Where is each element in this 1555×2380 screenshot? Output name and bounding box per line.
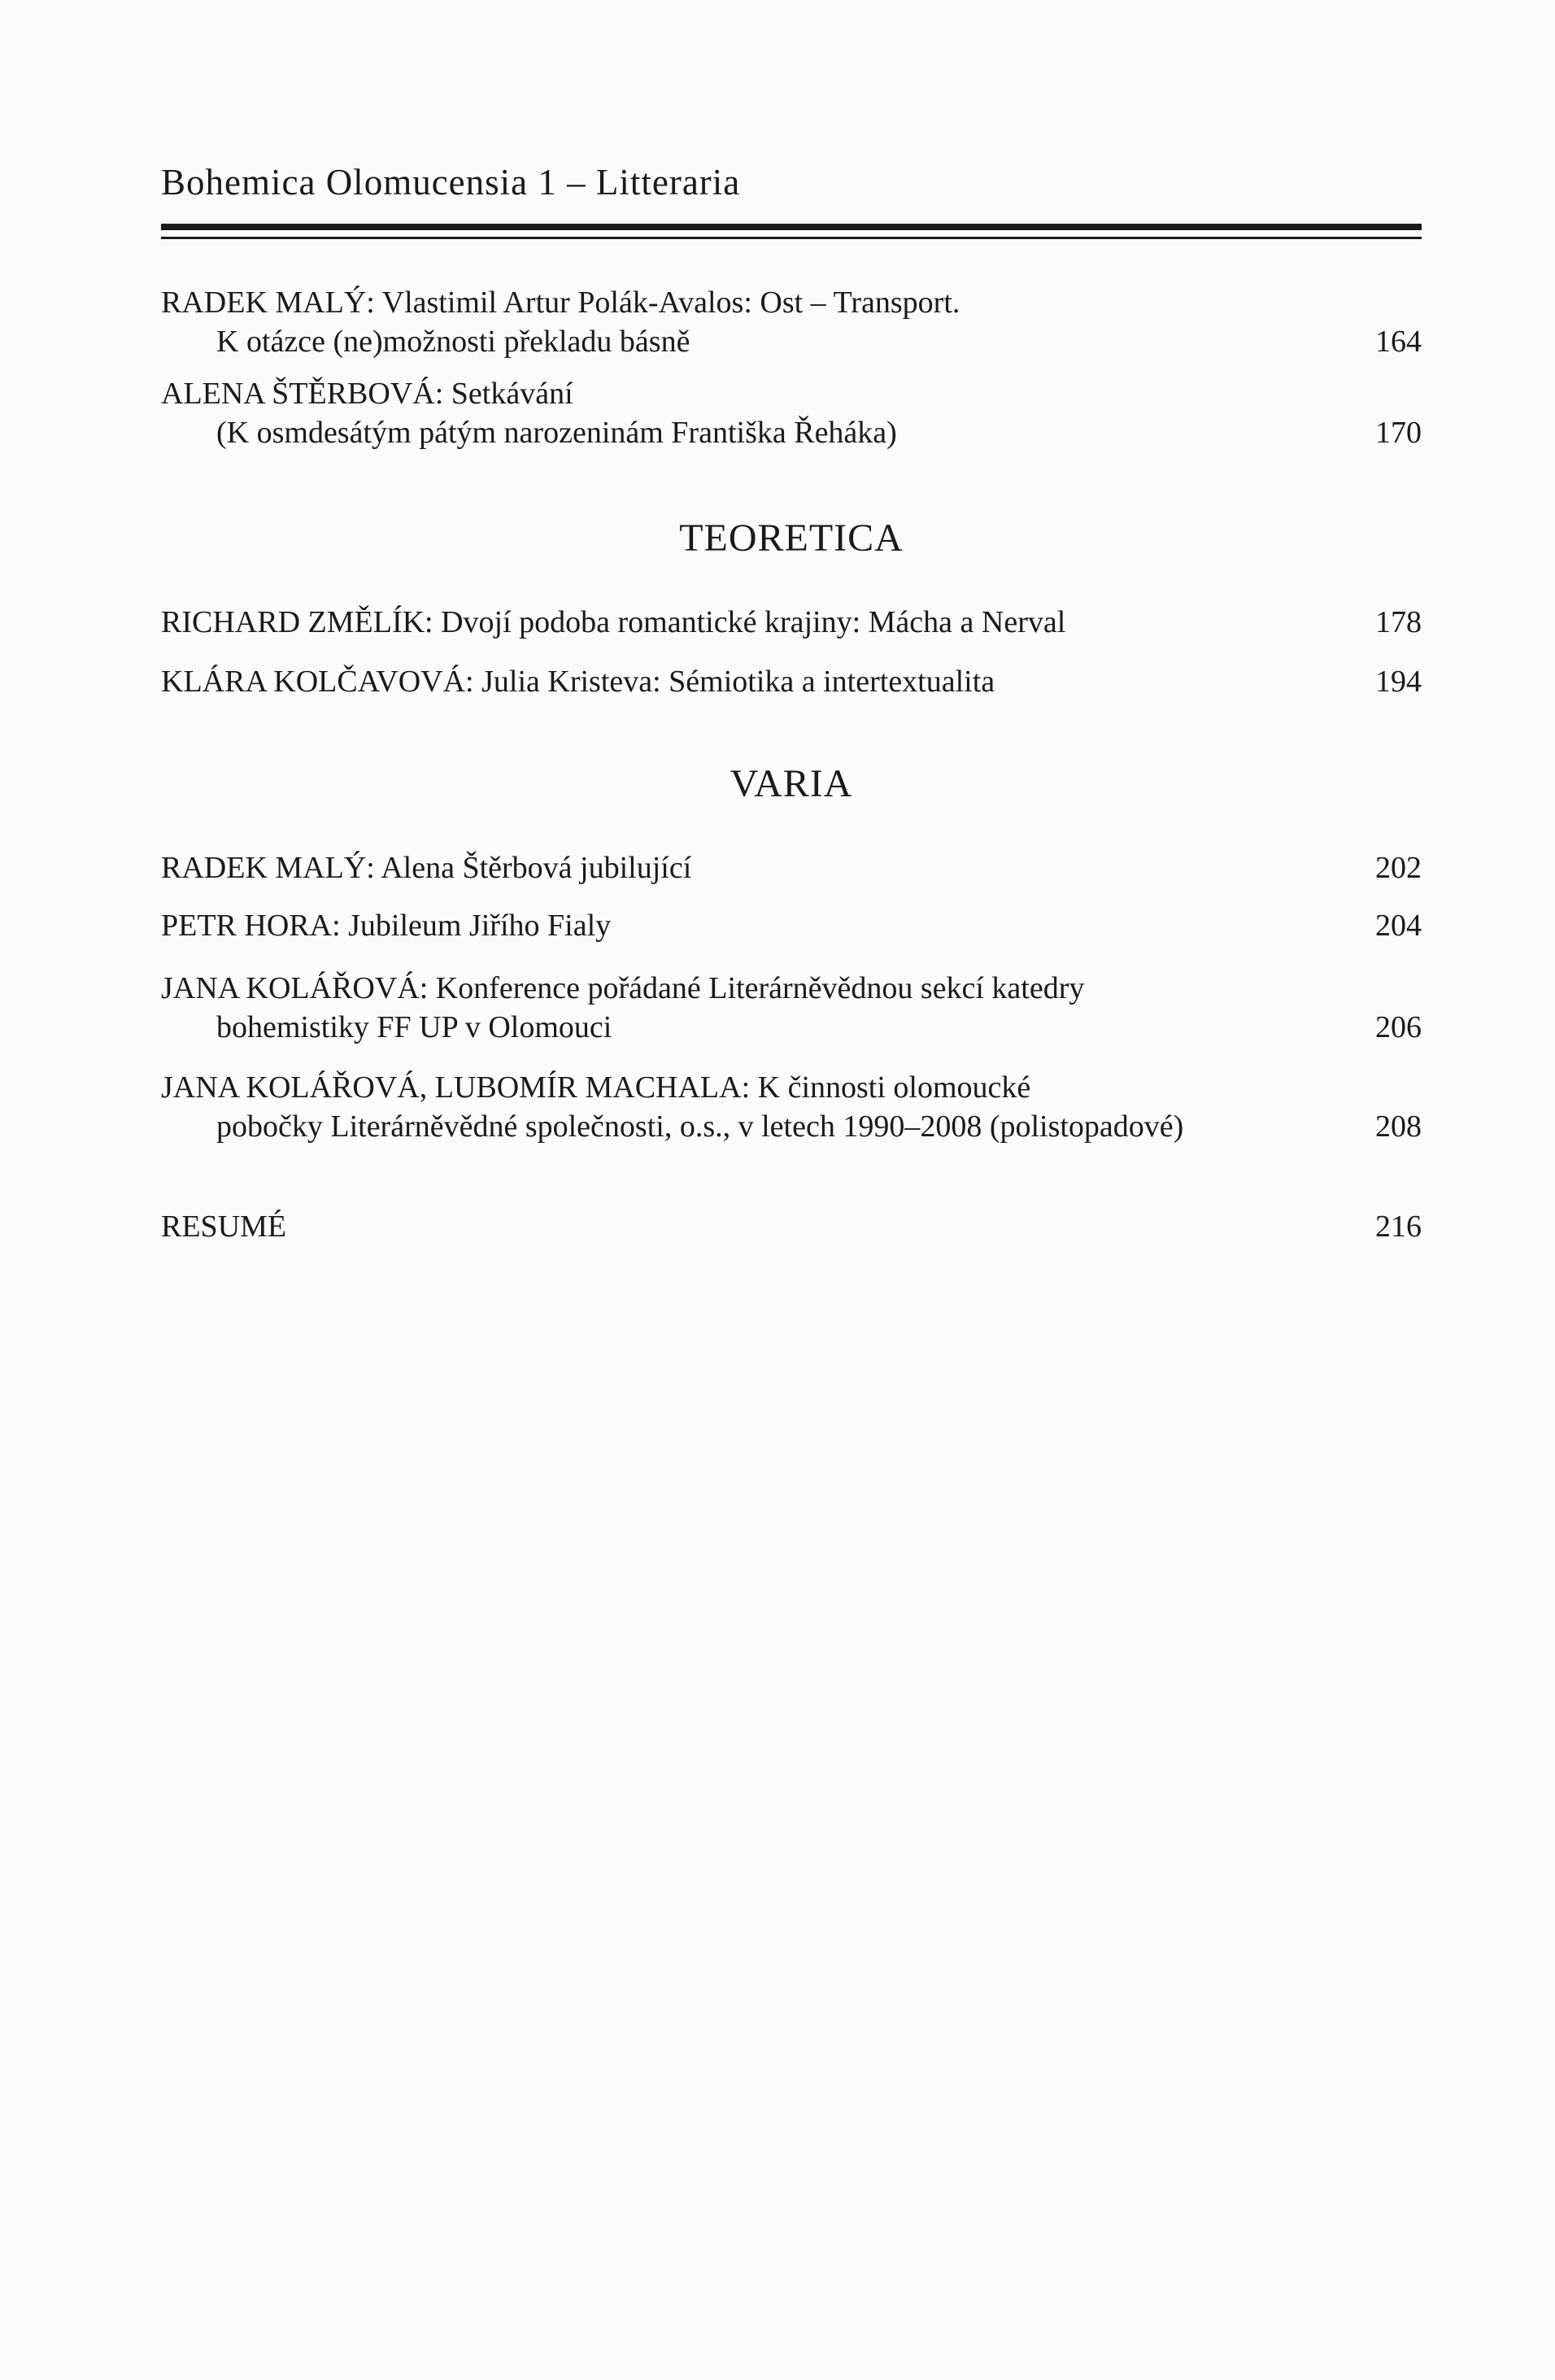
toc-entry: [161, 662, 1422, 701]
toc-entry: [161, 283, 1422, 361]
toc-page-number: 194: [1375, 665, 1422, 699]
toc-entry-line-wrap: [161, 1207, 1422, 1246]
toc-entry: [161, 906, 1422, 945]
toc-entry-line-wrap: [161, 848, 1422, 887]
toc-entry-line-wrap: [161, 1107, 1422, 1146]
toc-entry-line: RADEK MALÝ: Vlastimil Artur Polák-Avalos: Ost – Transport.: [161, 286, 960, 320]
toc-page-number: 216: [1375, 1210, 1422, 1244]
toc-entry-resume: [161, 1207, 1422, 1246]
header-rule-thin: [161, 237, 1422, 239]
toc-page-number: 164: [1375, 325, 1422, 359]
running-header: Bohemica Olomucensia 1 – Litteraria: [161, 162, 741, 203]
toc-page-number: 170: [1375, 416, 1422, 450]
section-heading-varia: VARIA: [730, 762, 853, 805]
toc-entry: [161, 1068, 1422, 1146]
section-heading-teoretica: TEORETICA: [679, 517, 904, 560]
toc-page: [161, 0, 1422, 2380]
toc-entry-line-wrap: [161, 603, 1422, 642]
toc-entry-title: RESUMÉ: [161, 1210, 287, 1244]
toc-entry-title-cont: (K osmdesátým pátým narozeninám Františka Řeháka): [216, 416, 897, 450]
toc-page-number: 204: [1375, 909, 1422, 943]
toc-entry-line: ALENA ŠTĚRBOVÁ: Setkávání: [161, 377, 573, 411]
toc-entry: [161, 848, 1422, 887]
toc-entry: [161, 374, 1422, 452]
toc-entry: [161, 603, 1422, 642]
toc-entry-line-wrap: [161, 662, 1422, 701]
toc-entry-title: RADEK MALÝ: Alena Štěrbová jubilující: [161, 851, 692, 885]
toc-page-number: 208: [1375, 1109, 1422, 1144]
header-rule-thick: [161, 224, 1422, 230]
toc-page-number: 206: [1375, 1010, 1422, 1044]
toc-entry-line-wrap: [161, 1008, 1422, 1047]
toc-page-number: 202: [1375, 851, 1422, 885]
toc-entry-line-wrap: [161, 413, 1422, 452]
toc-page-number: 178: [1375, 605, 1422, 639]
toc-entry-line: JANA KOLÁŘOVÁ, LUBOMÍR MACHALA: K činnosti olomoucké: [161, 1070, 1031, 1105]
toc-entry-line-wrap: [161, 906, 1422, 945]
toc-entry-title: PETR HORA: Jubileum Jiřího Fialy: [161, 909, 612, 943]
toc-entry-title: RICHARD ZMĚLÍK: Dvojí podoba romantické krajiny: Mácha a Nerval: [161, 605, 1066, 639]
toc-entry: [161, 969, 1422, 1047]
toc-entry-title-cont: pobočky Literárněvědné společnosti, o.s., v letech 1990–2008 (polistopadové): [216, 1109, 1184, 1144]
toc-entry-line-wrap: [161, 322, 1422, 361]
toc-entry-title-cont: bohemistiky FF UP v Olomouci: [216, 1010, 612, 1044]
toc-entry-line: JANA KOLÁŘOVÁ: Konference pořádané Literárněvědnou sekcí katedry: [161, 971, 1085, 1005]
toc-entry-title: KLÁRA KOLČAVOVÁ: Julia Kristeva: Sémiotika a intertextualita: [161, 665, 995, 699]
toc-entry-title-cont: K otázce (ne)možnosti překladu básně: [216, 325, 690, 359]
